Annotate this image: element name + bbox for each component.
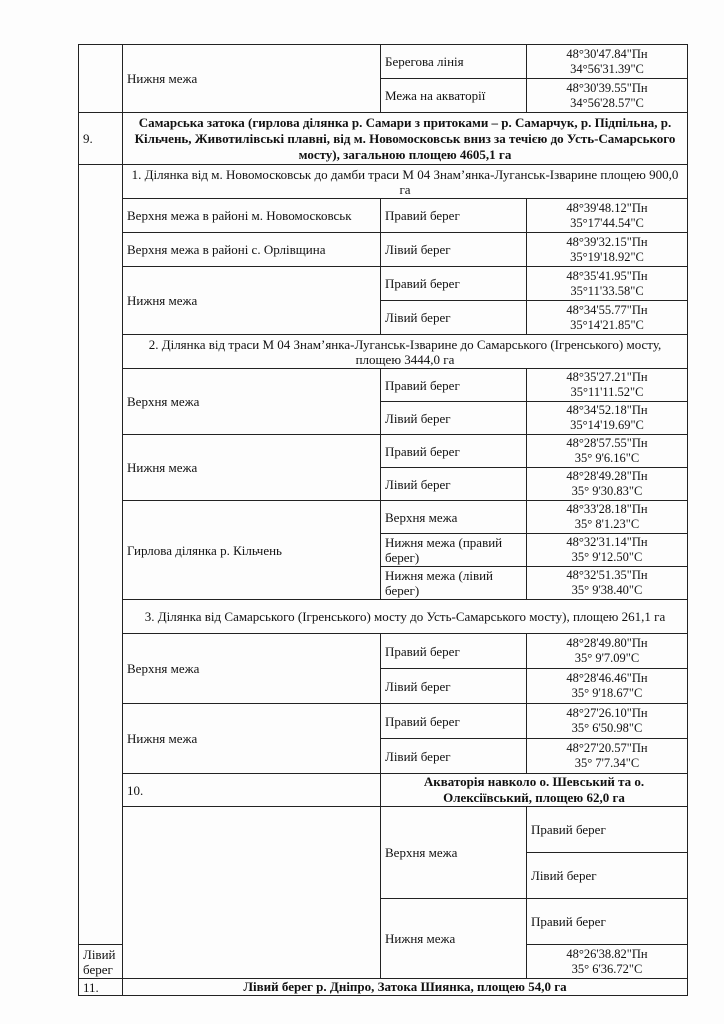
latitude: 48°35'41.95"Пн <box>566 268 648 283</box>
latitude: 48°32'31.14"Пн <box>566 535 648 549</box>
bank-side: Лівий берег <box>79 945 123 979</box>
table-row <box>79 704 688 739</box>
boundary-location: Нижня межа <box>123 45 381 113</box>
boundary-location: Верхня межа <box>123 634 381 704</box>
latitude: 48°32'51.35"Пн <box>566 568 648 582</box>
latitude: 48°27'26.10"Пн <box>566 706 648 720</box>
bank-side: Правий берег <box>527 807 688 853</box>
section-row <box>79 113 688 165</box>
row-number-cell <box>79 165 123 945</box>
coordinates <box>527 468 688 501</box>
boundary-location: Верхня межа <box>381 807 527 899</box>
bank-side: Верхня межа <box>381 501 527 534</box>
longitude: 35°19'18.92"С <box>570 249 644 264</box>
bank-side: Правий берег <box>381 199 527 233</box>
longitude: 35° 9'38.40"С <box>571 583 643 597</box>
longitude: 34°56'31.39"С <box>570 61 644 76</box>
table-row <box>79 501 688 534</box>
table-row <box>79 435 688 468</box>
latitude: 48°30'47.84"Пн <box>566 46 648 61</box>
bank-side: Лівий берег <box>381 739 527 774</box>
bank-side: Правий берег <box>381 267 527 301</box>
latitude: 48°28'46.46"Пн <box>566 671 648 685</box>
coordinates <box>527 567 688 600</box>
section-title: Лівий берег р. Дніпро, Затока Шиянка, площею 54,0 га <box>123 979 688 996</box>
bank-side: Лівий берег <box>381 402 527 435</box>
subsection-row <box>79 600 688 634</box>
coordinates <box>527 402 688 435</box>
longitude: 34°56'28.57"С <box>570 95 644 110</box>
boundary-location: Нижня межа <box>123 267 381 335</box>
coordinates <box>527 301 688 335</box>
longitude: 35° 9'12.50"С <box>571 550 643 564</box>
subsection-row <box>79 165 688 199</box>
coordinates <box>527 45 688 79</box>
coordinates <box>527 435 688 468</box>
bank-side: Правий берег <box>527 899 688 945</box>
coordinates <box>527 199 688 233</box>
bank-side: Правий берег <box>381 704 527 739</box>
bank-side: Правий берег <box>381 634 527 669</box>
bank-side: Правий берег <box>381 369 527 402</box>
boundary-location: Нижня межа <box>381 899 527 979</box>
latitude: 48°34'52.18"Пн <box>566 403 648 417</box>
section-row <box>79 979 688 996</box>
table-row <box>79 199 688 233</box>
subsection-title: 2. Ділянка від траси М 04 Знам’янка-Луганськ-Ізварине до Самарського (Ігренського) мосту, площею 3444,0 га <box>123 335 688 369</box>
bank-side: Лівий берег <box>527 853 688 899</box>
longitude: 35° 9'7.09"С <box>574 651 640 665</box>
section-number: 9. <box>79 113 123 165</box>
bank-side: Лівий берег <box>381 301 527 335</box>
latitude: 48°26'38.82"Пн <box>566 946 648 961</box>
longitude: 35° 8'1.23"С <box>574 517 640 531</box>
section-number: 10. <box>123 774 381 807</box>
longitude: 35°14'21.85"С <box>570 317 644 332</box>
bank-side: Лівий берег <box>381 669 527 704</box>
coordinates <box>527 501 688 534</box>
coordinates <box>527 233 688 267</box>
section-title: Акваторія навколо о. Шевський та о. Олексіївський, площею 62,0 га <box>381 774 688 807</box>
table-row <box>79 233 688 267</box>
longitude: 35°11'11.52"С <box>570 385 644 399</box>
section-row <box>79 774 688 807</box>
bank-side: Правий берег <box>381 435 527 468</box>
subsection-title: 3. Ділянка від Самарського (Ігренського) мосту до Усть-Самарського мосту), площею 261,1 га <box>123 600 688 634</box>
coordinates <box>527 739 688 774</box>
coordinates <box>527 634 688 669</box>
longitude: 35° 6'36.72"С <box>571 961 643 976</box>
boundary-location: Гирлова ділянка р. Кільчень <box>123 501 381 600</box>
latitude: 48°35'27.21"Пн <box>566 370 648 384</box>
bank-side: Лівий берег <box>381 233 527 267</box>
table-row <box>79 267 688 301</box>
latitude: 48°28'49.28"Пн <box>566 469 648 483</box>
boundaries-table <box>78 44 688 996</box>
longitude: 35°14'19.69"С <box>570 418 644 432</box>
section-title: Самарська затока (гирлова ділянка р. Самари з притоками – р. Самарчук, р. Підпільна, р. Кільчень, Животилівські плавні, від м. Новомосковськ вниз за течією до Усть-Самарського мосту), загальною площею 4605,1 га <box>123 113 688 165</box>
coordinates <box>527 945 688 979</box>
table-row <box>79 369 688 402</box>
latitude: 48°39'32.15"Пн <box>566 234 648 249</box>
latitude: 48°28'57.55"Пн <box>566 436 648 450</box>
bank-side: Берегова лінія <box>381 45 527 79</box>
row-number-cell <box>79 45 123 113</box>
subsection-title: 1. Ділянка від м. Новомосковськ до дамби траси М 04 Знам’янка-Луганськ-Ізварине площею 900,0 га <box>123 165 688 199</box>
table-row <box>79 45 688 79</box>
latitude: 48°30'39.55"Пн <box>566 80 648 95</box>
bank-side: Нижня межа (правий берег) <box>381 534 527 567</box>
coordinates <box>527 704 688 739</box>
latitude: 48°27'20.57"Пн <box>566 741 648 755</box>
boundary-location: Верхня межа в районі с. Орлівщина <box>123 233 381 267</box>
row-number-cell <box>123 807 381 979</box>
longitude: 35°11'33.58"С <box>570 283 644 298</box>
boundary-location: Верхня межа <box>123 369 381 435</box>
subsection-row <box>79 335 688 369</box>
bank-side: Межа на акваторії <box>381 79 527 113</box>
longitude: 35° 9'6.16"С <box>574 451 640 465</box>
coordinates <box>527 79 688 113</box>
section-number: 11. <box>79 979 123 996</box>
boundary-location: Нижня межа <box>123 435 381 501</box>
bank-side: Лівий берег <box>381 468 527 501</box>
bank-side: Нижня межа (лівий берег) <box>381 567 527 600</box>
latitude: 48°33'28.18"Пн <box>566 502 648 516</box>
coordinates <box>527 369 688 402</box>
coordinates <box>527 534 688 567</box>
boundary-location: Верхня межа в районі м. Новомосковськ <box>123 199 381 233</box>
table-row <box>79 634 688 669</box>
table-row <box>79 807 688 853</box>
longitude: 35° 9'30.83"С <box>571 484 643 498</box>
longitude: 35° 6'50.98"С <box>571 721 643 735</box>
longitude: 35°17'44.54"С <box>570 215 644 230</box>
latitude: 48°34'55.77"Пн <box>566 302 648 317</box>
longitude: 35° 7'7.34"С <box>574 756 640 770</box>
boundary-location: Нижня межа <box>123 704 381 774</box>
coordinates <box>527 669 688 704</box>
coordinates <box>527 267 688 301</box>
longitude: 35° 9'18.67"С <box>571 686 643 700</box>
latitude: 48°39'48.12"Пн <box>566 200 648 215</box>
latitude: 48°28'49.80"Пн <box>566 636 648 650</box>
